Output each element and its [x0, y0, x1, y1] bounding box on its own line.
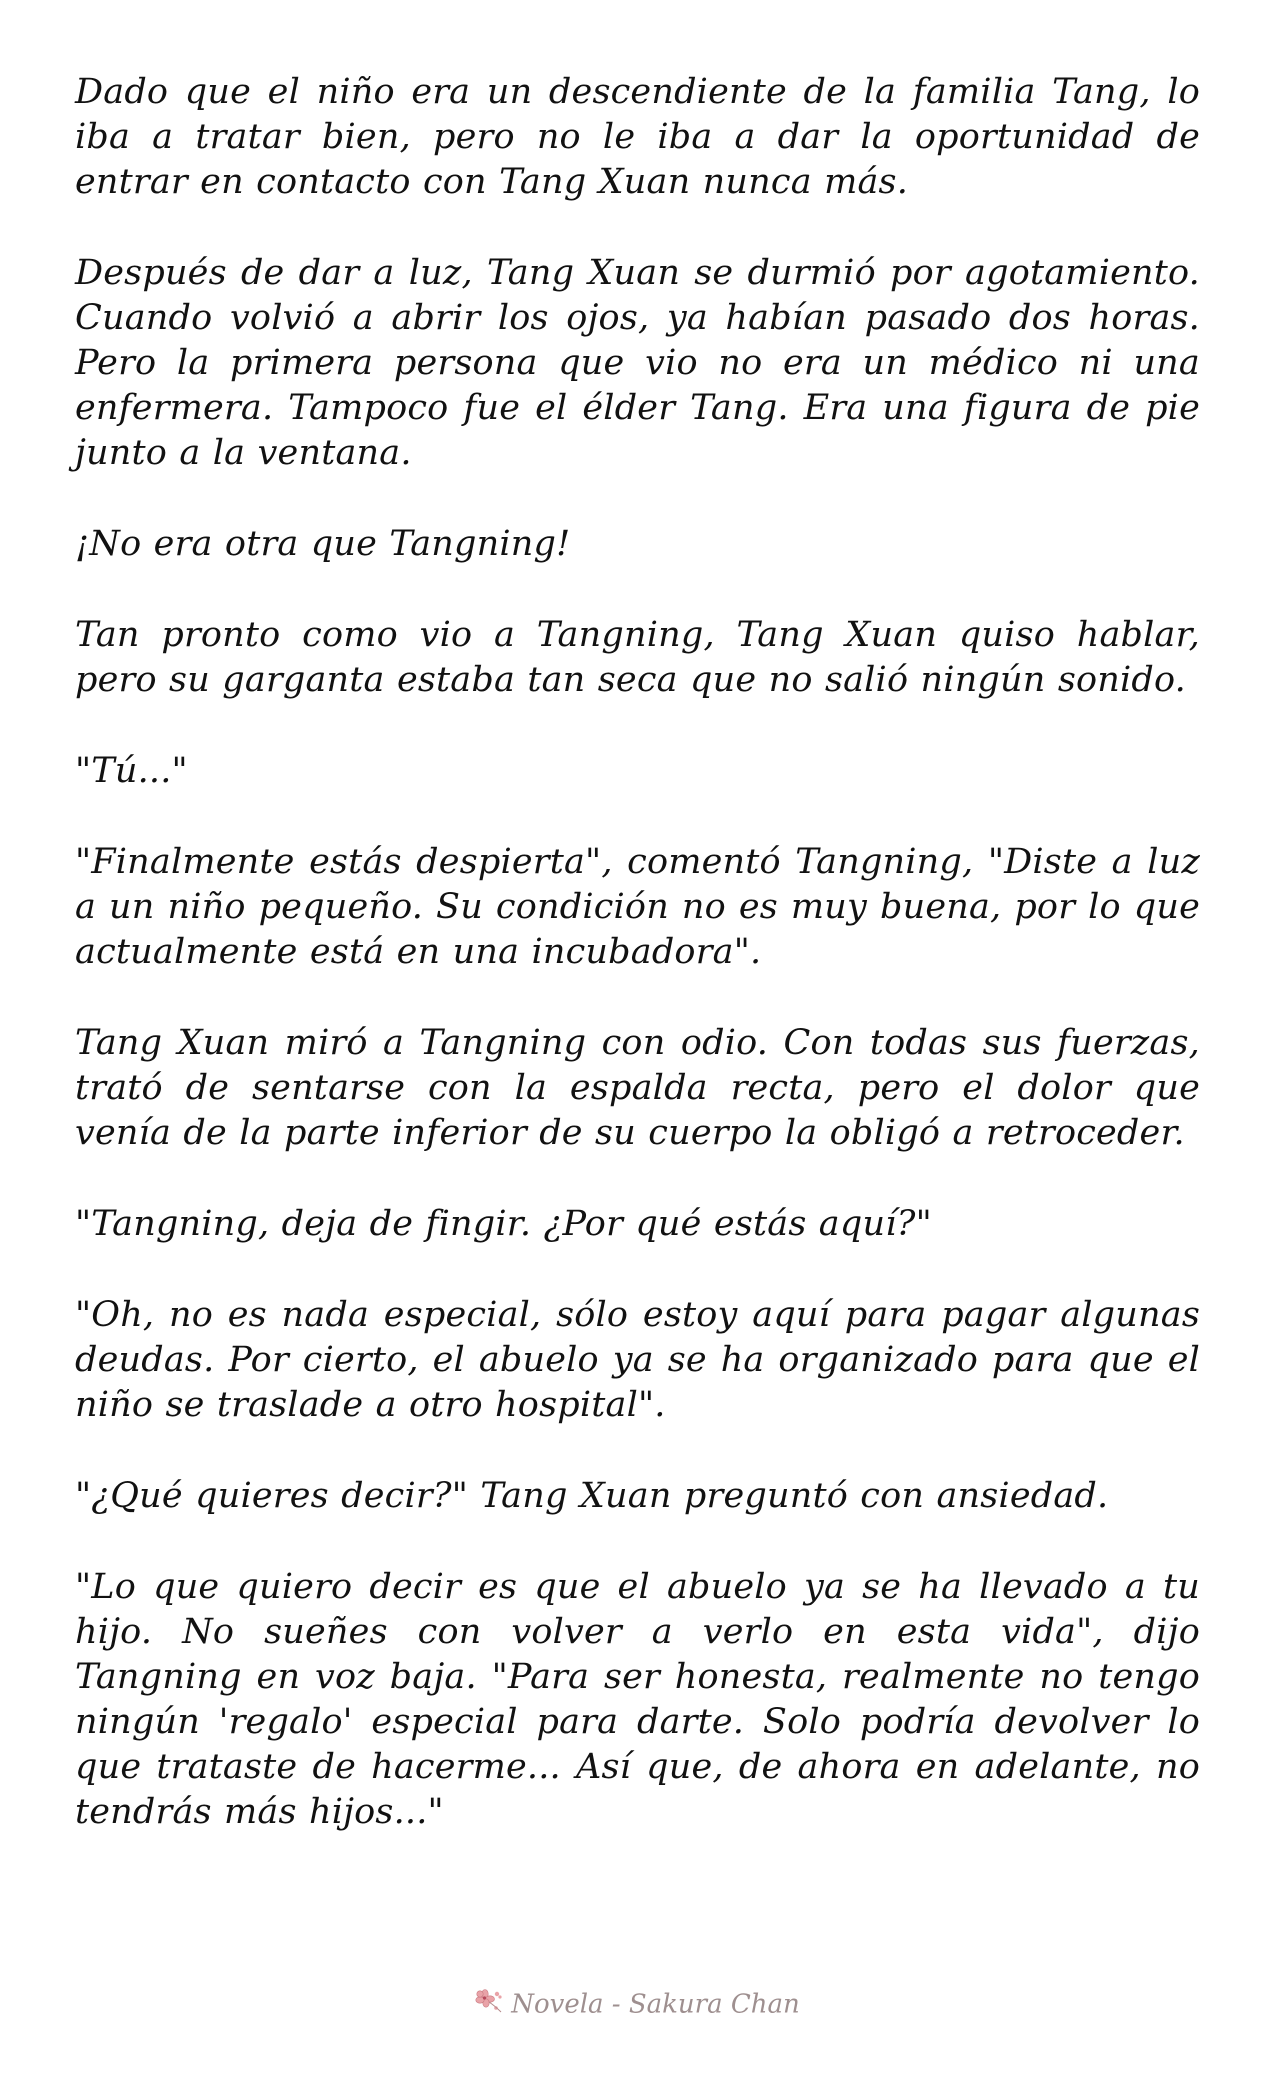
sakura-flower-icon — [475, 1988, 505, 2023]
paragraph-9: "Oh, no es nada especial, sólo estoy aquí para pagar algunas deudas. Por cierto, el abuelo ya se ha organizado para que el niño se traslade a otro hospital". — [75, 1295, 1200, 1425]
paragraph-2: Después de dar a luz, Tang Xuan se durmió por agotamiento. Cuando volvió a abrir los ojos, ya habían pasado dos horas. Pero la primera persona que vio no era un médico ni una enfermera. Tampoco fue el élder Tang. Era una figura de pie junto a la ventana. — [75, 253, 1200, 473]
paragraph-10: "¿Qué quieres decir?" Tang Xuan preguntó con ansiedad. — [75, 1476, 1109, 1516]
watermark — [0, 1988, 1275, 2023]
paragraph-6: "Finalmente estás despierta", comentó Tangning, "Diste a luz a un niño pequeño. Su condición no es muy buena, por lo que actualmente está en una incubadora". — [75, 842, 1200, 972]
watermark-text: Novela - Sakura Chan — [511, 1989, 800, 2020]
paragraph-3: ¡No era otra que Tangning! — [75, 524, 571, 564]
paragraph-1: Dado que el niño era un descendiente de la familia Tang, lo iba a tratar bien, pero no le iba a dar la oportunidad de entrar en contacto con Tang Xuan nunca más. — [75, 72, 1200, 202]
paragraph-8: "Tangning, deja de fingir. ¿Por qué estás aquí?" — [75, 1204, 932, 1244]
paragraph-11: "Lo que quiero decir es que el abuelo ya se ha llevado a tu hijo. No sueñes con volver a verlo en esta vida", dijo Tangning en voz baja. "Para ser honesta, realmente no tengo ningún 'regalo' especial para darte. Solo podría devolver lo que trataste de hacerme... Así que, de ahora en adelante, no tendrás más hijos..." — [75, 1567, 1200, 1832]
paragraph-5: "Tú..." — [75, 751, 188, 791]
paragraph-7: Tang Xuan miró a Tangning con odio. Con todas sus fuerzas, trató de sentarse con la espalda recta, pero el dolor que venía de la parte inferior de su cuerpo la obligó a retroceder. — [75, 1023, 1200, 1153]
paragraph-4: Tan pronto como vio a Tangning, Tang Xuan quiso hablar, pero su garganta estaba tan seca que no salió ningún sonido. — [75, 615, 1200, 700]
document-body — [75, 70, 1200, 1881]
